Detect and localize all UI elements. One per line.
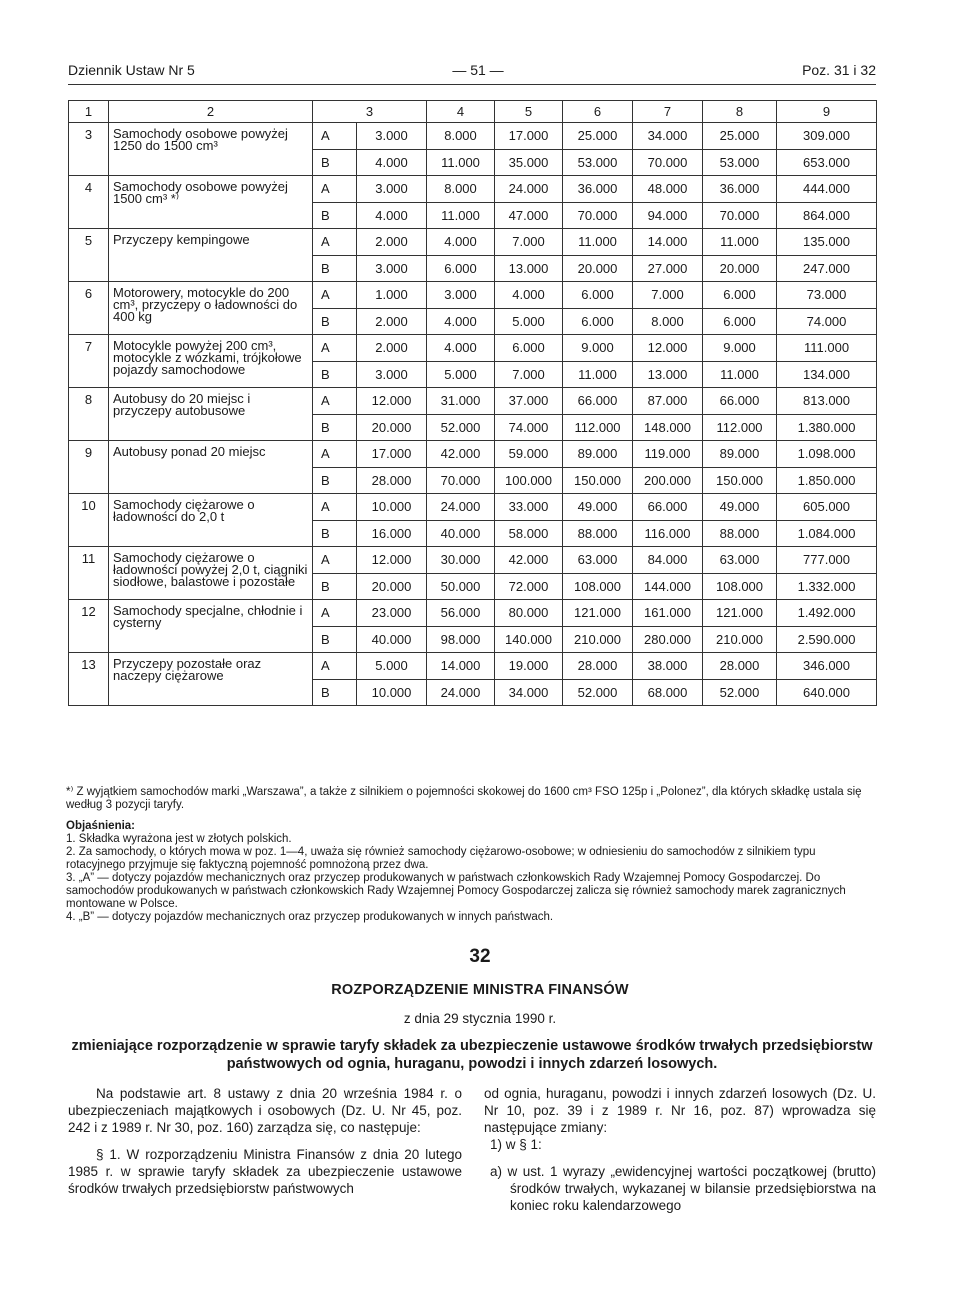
paragraph: 1) w § 1: <box>490 1137 542 1152</box>
explanation-item: 1. Składka wyrażona jest w złotych polskich. <box>66 833 292 845</box>
premium-cell: 6.000 <box>495 335 563 362</box>
origin-code: B <box>313 414 357 441</box>
premium-cell: 25.000 <box>563 123 633 150</box>
premium-cell: 4.000 <box>495 282 563 309</box>
origin-code: B <box>313 308 357 335</box>
premium-cell: 116.000 <box>633 520 703 547</box>
premium-cell: 134.000 <box>777 361 877 388</box>
origin-code: A <box>313 388 357 415</box>
row-number: 5 <box>69 229 109 282</box>
premium-cell: 210.000 <box>703 626 777 653</box>
premium-cell: 70.000 <box>633 149 703 176</box>
premium-cell: 5.000 <box>427 361 495 388</box>
premium-cell: 2.000 <box>357 335 427 362</box>
origin-code: A <box>313 494 357 521</box>
table-row <box>69 123 877 150</box>
origin-code: B <box>313 361 357 388</box>
explanation-item: 2. Za samochody, o których mowa w poz. 1—4, uważa się również samochody ciężarowo-osobowe; w odniesieniu do samochodów z silnikiem typu rotacyjnego przyjmuje się faktyczną pojemność pomnożoną przez dwa. <box>66 846 816 871</box>
premium-cell: 3.000 <box>357 255 427 282</box>
premium-cell: 13.000 <box>633 361 703 388</box>
premium-cell: 5.000 <box>495 308 563 335</box>
origin-code: B <box>313 202 357 229</box>
premium-cell: 84.000 <box>633 547 703 574</box>
premium-cell: 66.000 <box>563 388 633 415</box>
premium-cell: 11.000 <box>427 202 495 229</box>
premium-cell: 1.492.000 <box>777 600 877 627</box>
table-row <box>69 441 877 468</box>
origin-code: A <box>313 600 357 627</box>
premium-cell: 1.098.000 <box>777 441 877 468</box>
premium-cell: 20.000 <box>703 255 777 282</box>
premium-cell: 70.000 <box>427 467 495 494</box>
premium-cell: 3.000 <box>357 123 427 150</box>
origin-code: A <box>313 123 357 150</box>
row-number: 4 <box>69 176 109 229</box>
footnote: *⁾ Z wyjątkiem samochodów marki „Warszawa”, a także z silnikiem o pojemności skokowej do 1600 cm³ FSO 125p i „Polonez”, dla których składkę ustala się według 3 pozycji taryfy. <box>66 786 862 811</box>
premium-cell: 2.000 <box>357 308 427 335</box>
premium-cell: 247.000 <box>777 255 877 282</box>
origin-code: A <box>313 547 357 574</box>
premium-cell: 59.000 <box>495 441 563 468</box>
premium-cell: 20.000 <box>357 573 427 600</box>
premium-cell: 28.000 <box>563 653 633 680</box>
col-header: 9 <box>777 101 877 123</box>
col-header: 7 <box>633 101 703 123</box>
premium-cell: 35.000 <box>495 149 563 176</box>
premium-cell: 6.000 <box>703 282 777 309</box>
premium-cell: 280.000 <box>633 626 703 653</box>
premium-cell: 53.000 <box>703 149 777 176</box>
premium-cell: 94.000 <box>633 202 703 229</box>
premium-cell: 47.000 <box>495 202 563 229</box>
premium-cell: 28.000 <box>703 653 777 680</box>
row-number: 12 <box>69 600 109 653</box>
premium-cell: 4.000 <box>427 229 495 256</box>
premium-cell: 653.000 <box>777 149 877 176</box>
body-column-right <box>484 1085 876 1214</box>
premium-cell: 7.000 <box>495 361 563 388</box>
table-row <box>69 282 877 309</box>
premium-cell: 20.000 <box>563 255 633 282</box>
premium-cell: 20.000 <box>357 414 427 441</box>
tariff-table <box>68 100 877 706</box>
premium-cell: 36.000 <box>563 176 633 203</box>
premium-cell: 8.000 <box>633 308 703 335</box>
premium-cell: 140.000 <box>495 626 563 653</box>
premium-cell: 605.000 <box>777 494 877 521</box>
premium-cell: 121.000 <box>703 600 777 627</box>
premium-cell: 7.000 <box>633 282 703 309</box>
vehicle-category: Motocykle powyżej 200 cm³, motocykle z wózkami, trójkołowe pojazdy samochodowe <box>109 335 313 388</box>
premium-cell: 135.000 <box>777 229 877 256</box>
premium-cell: 108.000 <box>563 573 633 600</box>
explanation-item: 3. „A” — dotyczy pojazdów mechanicznych oraz przyczep produkowanych w państwach członkowskich Rady Wzajemnej Pomocy Gospodarczej. Do samochodów produkowanych w państwach członkowskich Rady Wzajemnej Pomocy Gospodarczej zalicza się również samochody marek zagranicznych montowane w Polsce. <box>66 872 846 910</box>
premium-cell: 40.000 <box>357 626 427 653</box>
premium-cell: 31.000 <box>427 388 495 415</box>
row-number: 10 <box>69 494 109 547</box>
origin-code: B <box>313 520 357 547</box>
premium-cell: 12.000 <box>633 335 703 362</box>
col-header: 1 <box>69 101 109 123</box>
premium-cell: 6.000 <box>703 308 777 335</box>
premium-cell: 66.000 <box>633 494 703 521</box>
vehicle-category: Samochody osobowe powyżej 1250 do 1500 cm³ <box>109 123 313 176</box>
table-row <box>69 600 877 627</box>
premium-cell: 12.000 <box>357 388 427 415</box>
premium-cell: 12.000 <box>357 547 427 574</box>
premium-cell: 100.000 <box>495 467 563 494</box>
premium-cell: 200.000 <box>633 467 703 494</box>
premium-cell: 11.000 <box>703 229 777 256</box>
explanations-heading: Objaśnienia: <box>66 820 136 832</box>
premium-cell: 74.000 <box>777 308 877 335</box>
vehicle-category: Autobusy do 20 miejsc i przyczepy autobusowe <box>109 388 313 441</box>
table-row <box>69 335 877 362</box>
premium-cell: 150.000 <box>703 467 777 494</box>
col-header: 5 <box>495 101 563 123</box>
table-row <box>69 388 877 415</box>
premium-cell: 28.000 <box>357 467 427 494</box>
vehicle-category: Przyczepy pozostałe oraz naczepy ciężarowe <box>109 653 313 706</box>
premium-cell: 4.000 <box>427 308 495 335</box>
premium-cell: 49.000 <box>563 494 633 521</box>
table-row <box>69 494 877 521</box>
origin-code: A <box>313 335 357 362</box>
premium-cell: 56.000 <box>427 600 495 627</box>
premium-cell: 33.000 <box>495 494 563 521</box>
explanation-item: 4. „B” — dotyczy pojazdów mechanicznych oraz przyczep produkowanych w innych państwach. <box>66 911 554 923</box>
premium-cell: 73.000 <box>777 282 877 309</box>
vehicle-category: Autobusy ponad 20 miejsc <box>109 441 313 494</box>
premium-cell: 49.000 <box>703 494 777 521</box>
premium-cell: 58.000 <box>495 520 563 547</box>
premium-cell: 121.000 <box>563 600 633 627</box>
regulation-subject: zmieniające rozporządzenie w sprawie taryfy składek za ubezpieczenie ustawowe środków trwałych przedsiębiorstw państwowych od ognia, huraganu, powodzi i innych zdarzeń losowych. <box>71 1038 873 1072</box>
col-header: 8 <box>703 101 777 123</box>
header-rule <box>68 84 876 85</box>
premium-cell: 1.084.000 <box>777 520 877 547</box>
premium-cell: 10.000 <box>357 679 427 706</box>
premium-cell: 50.000 <box>427 573 495 600</box>
page-number: — 51 — <box>452 62 504 78</box>
premium-cell: 309.000 <box>777 123 877 150</box>
premium-cell: 89.000 <box>563 441 633 468</box>
premium-cell: 30.000 <box>427 547 495 574</box>
premium-cell: 53.000 <box>563 149 633 176</box>
premium-cell: 42.000 <box>427 441 495 468</box>
premium-cell: 17.000 <box>495 123 563 150</box>
premium-cell: 25.000 <box>703 123 777 150</box>
premium-cell: 210.000 <box>563 626 633 653</box>
premium-cell: 813.000 <box>777 388 877 415</box>
premium-cell: 66.000 <box>703 388 777 415</box>
premium-cell: 150.000 <box>563 467 633 494</box>
premium-cell: 119.000 <box>633 441 703 468</box>
premium-cell: 864.000 <box>777 202 877 229</box>
premium-cell: 11.000 <box>703 361 777 388</box>
vehicle-category: Samochody osobowe powyżej 1500 cm³ *⁾ <box>109 176 313 229</box>
premium-cell: 72.000 <box>495 573 563 600</box>
origin-code: A <box>313 176 357 203</box>
premium-cell: 346.000 <box>777 653 877 680</box>
premium-cell: 88.000 <box>703 520 777 547</box>
premium-cell: 4.000 <box>357 202 427 229</box>
premium-cell: 6.000 <box>563 308 633 335</box>
premium-cell: 17.000 <box>357 441 427 468</box>
premium-cell: 3.000 <box>357 361 427 388</box>
premium-cell: 640.000 <box>777 679 877 706</box>
row-number: 7 <box>69 335 109 388</box>
premium-cell: 42.000 <box>495 547 563 574</box>
row-number: 3 <box>69 123 109 176</box>
premium-cell: 98.000 <box>427 626 495 653</box>
premium-cell: 112.000 <box>563 414 633 441</box>
premium-cell: 6.000 <box>427 255 495 282</box>
premium-cell: 87.000 <box>633 388 703 415</box>
body-column-left <box>68 1085 462 1197</box>
origin-code: A <box>313 282 357 309</box>
premium-cell: 24.000 <box>427 679 495 706</box>
col-header: 4 <box>427 101 495 123</box>
premium-cell: 112.000 <box>703 414 777 441</box>
premium-cell: 36.000 <box>703 176 777 203</box>
row-number: 8 <box>69 388 109 441</box>
premium-cell: 88.000 <box>563 520 633 547</box>
premium-cell: 13.000 <box>495 255 563 282</box>
origin-code: B <box>313 626 357 653</box>
col-header: 2 <box>109 101 313 123</box>
vehicle-category: Motorowery, motocykle do 200 cm³, przyczepy o ładowności do 400 kg <box>109 282 313 335</box>
premium-cell: 38.000 <box>633 653 703 680</box>
origin-code: A <box>313 441 357 468</box>
table-row <box>69 229 877 256</box>
vehicle-category: Przyczepy kempingowe <box>109 229 313 282</box>
premium-cell: 11.000 <box>427 149 495 176</box>
premium-cell: 8.000 <box>427 176 495 203</box>
paragraph: a) w ust. 1 wyrazy „ewidencyjnej wartości początkowej (brutto) środków trwałych, wykazanej w bilansie przedsiębiorstwa na koniec roku kalendarzowego <box>490 1164 876 1213</box>
premium-cell: 11.000 <box>563 361 633 388</box>
paragraph: § 1. W rozporządzeniu Ministra Finansów z dnia 20 lutego 1985 r. w sprawie taryfy składek za ubezpieczenie ustawowe środków trwałych przedsiębiorstw państwowych <box>68 1147 462 1196</box>
premium-cell: 68.000 <box>633 679 703 706</box>
premium-cell: 70.000 <box>703 202 777 229</box>
premium-cell: 1.850.000 <box>777 467 877 494</box>
premium-cell: 80.000 <box>495 600 563 627</box>
section-number: 32 <box>469 946 491 967</box>
premium-cell: 89.000 <box>703 441 777 468</box>
regulation-title: ROZPORZĄDZENIE MINISTRA FINANSÓW <box>331 982 629 998</box>
premium-cell: 10.000 <box>357 494 427 521</box>
premium-cell: 52.000 <box>703 679 777 706</box>
premium-cell: 40.000 <box>427 520 495 547</box>
premium-cell: 19.000 <box>495 653 563 680</box>
page-header <box>68 62 876 84</box>
premium-cell: 2.590.000 <box>777 626 877 653</box>
origin-code: B <box>313 149 357 176</box>
premium-cell: 24.000 <box>427 494 495 521</box>
premium-cell: 9.000 <box>703 335 777 362</box>
premium-cell: 4.000 <box>357 149 427 176</box>
table-row <box>69 653 877 680</box>
vehicle-category: Samochody ciężarowe o ładowności do 2,0 t <box>109 494 313 547</box>
premium-cell: 161.000 <box>633 600 703 627</box>
row-number: 9 <box>69 441 109 494</box>
table-row <box>69 547 877 574</box>
paragraph: od ognia, huraganu, powodzi i innych zdarzeń losowych (Dz. U. Nr 10, poz. 39 i z 1989 r. Nr 16, poz. 87) wprowadza się następujące zmiany: <box>484 1086 876 1135</box>
premium-cell: 9.000 <box>563 335 633 362</box>
premium-cell: 3.000 <box>427 282 495 309</box>
row-number: 6 <box>69 282 109 335</box>
col-header: 3 <box>313 101 427 123</box>
premium-cell: 7.000 <box>495 229 563 256</box>
premium-cell: 37.000 <box>495 388 563 415</box>
premium-cell: 3.000 <box>357 176 427 203</box>
premium-cell: 48.000 <box>633 176 703 203</box>
origin-code: B <box>313 255 357 282</box>
premium-cell: 52.000 <box>427 414 495 441</box>
premium-cell: 1.380.000 <box>777 414 877 441</box>
premium-cell: 27.000 <box>633 255 703 282</box>
journal-title: Dziennik Ustaw Nr 5 <box>68 62 195 78</box>
premium-cell: 4.000 <box>427 335 495 362</box>
premium-cell: 1.000 <box>357 282 427 309</box>
premium-cell: 34.000 <box>633 123 703 150</box>
position-ref: Poz. 31 i 32 <box>802 62 876 78</box>
row-number: 11 <box>69 547 109 600</box>
col-header: 6 <box>563 101 633 123</box>
premium-cell: 777.000 <box>777 547 877 574</box>
premium-cell: 52.000 <box>563 679 633 706</box>
premium-cell: 148.000 <box>633 414 703 441</box>
premium-cell: 108.000 <box>703 573 777 600</box>
premium-cell: 23.000 <box>357 600 427 627</box>
premium-cell: 111.000 <box>777 335 877 362</box>
premium-cell: 16.000 <box>357 520 427 547</box>
premium-cell: 2.000 <box>357 229 427 256</box>
premium-cell: 444.000 <box>777 176 877 203</box>
premium-cell: 34.000 <box>495 679 563 706</box>
table-header-row <box>69 101 877 123</box>
vehicle-category: Samochody ciężarowe o ładowności powyżej 2,0 t, ciągniki siodłowe, balastowe i pozostałe <box>109 547 313 600</box>
regulation-date: z dnia 29 stycznia 1990 r. <box>403 1011 557 1026</box>
origin-code: B <box>313 467 357 494</box>
premium-cell: 11.000 <box>563 229 633 256</box>
table-row <box>69 176 877 203</box>
premium-cell: 6.000 <box>563 282 633 309</box>
premium-cell: 5.000 <box>357 653 427 680</box>
row-number: 13 <box>69 653 109 706</box>
vehicle-category: Samochody specjalne, chłodnie i cysterny <box>109 600 313 653</box>
premium-cell: 14.000 <box>427 653 495 680</box>
premium-cell: 144.000 <box>633 573 703 600</box>
origin-code: B <box>313 573 357 600</box>
premium-cell: 63.000 <box>563 547 633 574</box>
premium-cell: 14.000 <box>633 229 703 256</box>
paragraph: Na podstawie art. 8 ustawy z dnia 20 września 1984 r. o ubezpieczeniach majątkowych i osobowych (Dz. U. Nr 45, poz. 242 i z 1989 r. Nr 30, poz. 160) zarządza się, co następuje: <box>68 1086 462 1135</box>
premium-cell: 1.332.000 <box>777 573 877 600</box>
table-notes <box>66 786 876 924</box>
origin-code: A <box>313 653 357 680</box>
premium-cell: 8.000 <box>427 123 495 150</box>
premium-cell: 63.000 <box>703 547 777 574</box>
origin-code: B <box>313 679 357 706</box>
origin-code: A <box>313 229 357 256</box>
premium-cell: 74.000 <box>495 414 563 441</box>
premium-cell: 24.000 <box>495 176 563 203</box>
premium-cell: 70.000 <box>563 202 633 229</box>
